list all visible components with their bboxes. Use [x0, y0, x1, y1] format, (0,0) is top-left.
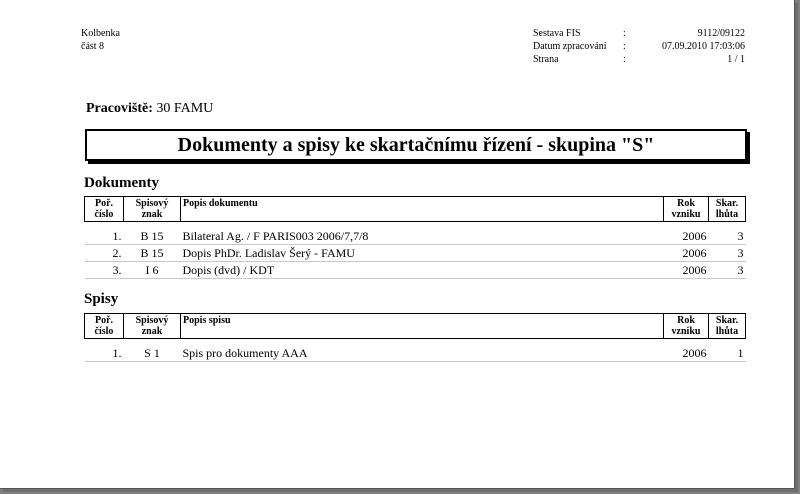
- cell-order: 1.: [85, 228, 124, 245]
- col-code: [124, 197, 181, 222]
- workplace: [86, 101, 213, 117]
- cell-description: Bilateral Ag. / F PARIS003 2006/7,7/8: [181, 228, 664, 245]
- col-year: [664, 314, 709, 339]
- cell-description: Dopis PhDr. Ladislav Šerý - FAMU: [181, 245, 664, 262]
- cell-year: 2006: [664, 228, 709, 245]
- cell-code: S 1: [124, 345, 181, 362]
- report-title: Dokumenty a spisy ke skartačnímu řízení - skupina "S": [85, 129, 747, 161]
- header-row-page: [533, 53, 745, 66]
- workplace-value: 30 FAMU: [156, 101, 214, 116]
- col-year-line1: Rok: [677, 315, 695, 326]
- header-org: Kolbenka: [81, 28, 120, 39]
- cell-order: 2.: [85, 245, 124, 262]
- cell-year: 2006: [664, 245, 709, 262]
- table-row: [85, 245, 746, 262]
- col-code-line1: Spisový: [135, 315, 169, 326]
- header-colon: :: [623, 28, 626, 39]
- col-year-line2: vzniku: [671, 209, 701, 220]
- cell-term: 3: [709, 245, 746, 262]
- col-term-line1: Skar.: [715, 315, 739, 326]
- header-left: [81, 27, 120, 53]
- col-term-line2: lhůta: [715, 209, 739, 220]
- header-value: 07.09.2010 17:03:06: [661, 41, 745, 52]
- header-value: 9112/09122: [697, 28, 745, 39]
- cell-year: 2006: [664, 345, 709, 362]
- col-year-line1: Rok: [677, 198, 695, 209]
- cell-description: Spis pro dokumenty AAA: [181, 345, 664, 362]
- header-part: část 8: [81, 41, 105, 52]
- header-label: Datum zpracování: [533, 41, 607, 52]
- header-row-date: [533, 40, 745, 53]
- cell-year: 2006: [664, 262, 709, 279]
- header-label: Sestava FIS: [533, 28, 581, 39]
- col-order: [85, 314, 124, 339]
- col-order-line1: Poř.: [94, 315, 114, 326]
- header-label: Strana: [533, 54, 559, 65]
- workplace-label: Pracoviště:: [86, 101, 153, 116]
- header-row-report: [533, 27, 745, 40]
- table-row: [85, 228, 746, 245]
- header-colon: :: [623, 54, 626, 65]
- header-colon: :: [623, 41, 626, 52]
- cell-term: 3: [709, 228, 746, 245]
- col-order-line1: Poř.: [94, 198, 114, 209]
- table-row: [85, 262, 746, 279]
- col-code-line2: znak: [141, 326, 163, 337]
- header-right: [533, 27, 745, 66]
- col-term: [709, 197, 746, 222]
- table-header-row: [85, 197, 746, 222]
- cell-code: B 15: [124, 228, 181, 245]
- col-code-line1: Spisový: [135, 198, 169, 209]
- col-order: [85, 197, 124, 222]
- files-table: [84, 313, 746, 362]
- header-value: 1 / 1: [727, 54, 745, 65]
- cell-order: 1.: [85, 345, 124, 362]
- col-term-line2: lhůta: [715, 326, 739, 337]
- documents-table: [84, 196, 746, 279]
- documents-title: Dokumenty: [84, 175, 160, 191]
- cell-description: Dopis (dvd) / KDT: [181, 262, 664, 279]
- col-code: [124, 314, 181, 339]
- col-order-line2: číslo: [94, 326, 114, 337]
- cell-term: 1: [709, 345, 746, 362]
- col-term-line1: Skar.: [715, 198, 739, 209]
- col-description: Popis dokumentu: [181, 197, 664, 222]
- col-order-line2: číslo: [94, 209, 114, 220]
- col-year-line2: vzniku: [671, 326, 701, 337]
- cell-term: 3: [709, 262, 746, 279]
- col-code-line2: znak: [141, 209, 163, 220]
- col-term: [709, 314, 746, 339]
- cell-order: 3.: [85, 262, 124, 279]
- table-header-row: [85, 314, 746, 339]
- files-title: Spisy: [84, 291, 119, 307]
- table-row: [85, 345, 746, 362]
- cell-code: I 6: [124, 262, 181, 279]
- cell-code: B 15: [124, 245, 181, 262]
- col-year: [664, 197, 709, 222]
- col-description: Popis spisu: [181, 314, 664, 339]
